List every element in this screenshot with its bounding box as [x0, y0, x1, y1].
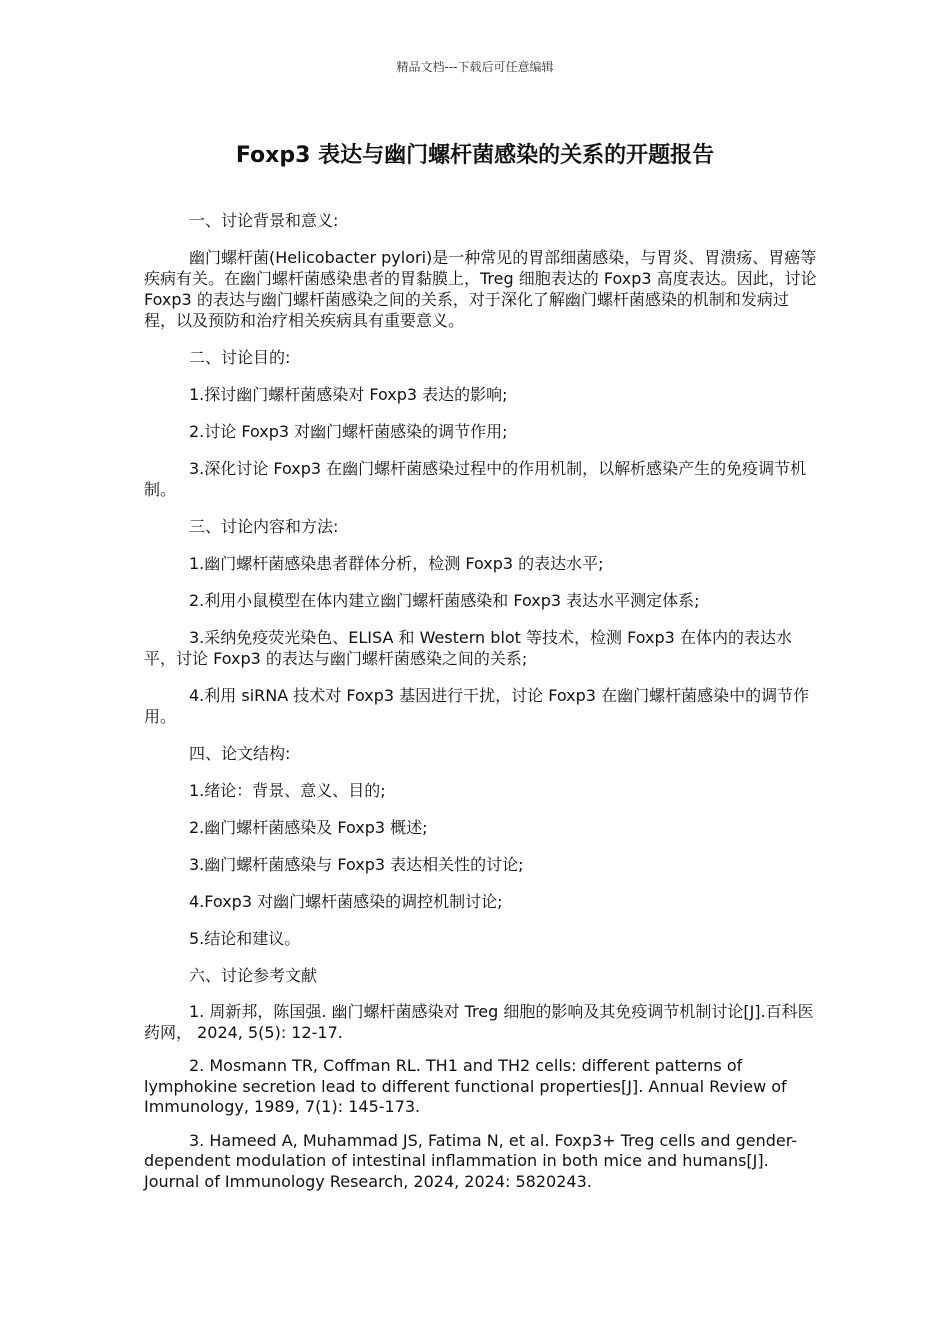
- list-item: 5.结论和建议。: [189, 929, 301, 948]
- section-heading: 一、讨论背景和意义:: [189, 211, 339, 230]
- list-item: 4.利用 siRNA 技术对 Foxp3 基因进行干扰，讨论 Foxp3 在幽门螺杆菌感染中的调节作用。: [144, 686, 810, 726]
- document-title: Foxp3 表达与幽门螺杆菌感染的关系的开题报告: [235, 143, 715, 168]
- body-paragraph: 幽门螺杆菌(Helicobacter pylori)是一种常见的胃部细菌感染，与胃炎、胃溃疡、胃癌等疾病有关。在幽门螺杆菌感染患者的胃黏膜上，Treg 细胞表达的 Foxp3 高度表达。因此，讨论 Foxp3 的表达与幽门螺杆菌感染之间的关系，对于深化了解幽门螺杆菌感染的机制和发病过程，以及预防和治疗相关疾病具有重要意义。: [144, 248, 817, 330]
- list-item: 4.Foxp3 对幽门螺杆菌感染的调控机制讨论;: [189, 892, 503, 911]
- list-item: 2.讨论 Foxp3 对幽门螺杆菌感染的调节作用;: [189, 422, 508, 441]
- section-heading: 六、讨论参考文献: [189, 966, 318, 985]
- list-item: 2.幽门螺杆菌感染及 Foxp3 概述;: [189, 818, 428, 837]
- list-item: 3.采纳免疫荧光染色、ELISA 和 Western blot 等技术，检测 Foxp3 在体内的表达水平，讨论 Foxp3 的表达与幽门螺杆菌感染之间的关系;: [144, 628, 792, 668]
- reference-item: 1. 周新邦，陈国强. 幽门螺杆菌感染对 Treg 细胞的影响及其免疫调节机制讨论[J].百科医药网， 2024, 5(5): 12-17.: [144, 1002, 814, 1042]
- list-item: 1.探讨幽门螺杆菌感染对 Foxp3 表达的影响;: [189, 385, 508, 404]
- reference-item: 3. Hameed A, Muhammad JS, Fatima N, et al. Foxp3+ Treg cells and gender-dependent modulation of intestinal inflammation in both mice and humans[J]. Journal of Immunology Research, 2024, 2024: 5820243.: [144, 1130, 798, 1191]
- list-item: 3.幽门螺杆菌感染与 Foxp3 表达相关性的讨论;: [189, 855, 524, 874]
- list-item: 1.绪论：背景、意义、目的;: [189, 781, 386, 800]
- section-heading: 二、讨论目的:: [189, 348, 291, 367]
- page-header-watermark: 精品文档---下载后可任意编辑: [396, 60, 554, 74]
- list-item: 3.深化讨论 Foxp3 在幽门螺杆菌感染过程中的作用机制，以解析感染产生的免疫调节机制。: [144, 459, 807, 499]
- section-heading: 四、论文结构:: [189, 744, 291, 763]
- list-item: 2.利用小鼠模型在体内建立幽门螺杆菌感染和 Foxp3 表达水平测定体系;: [189, 591, 700, 610]
- document-body: [144, 210, 820, 1205]
- reference-item: 2. Mosmann TR, Coffman RL. TH1 and TH2 cells: different patterns of lymphokine secretion lead to different functional properties[J]. Annual Review of Immunology, 1989, 7(1): 145-173.: [144, 1056, 787, 1116]
- list-item: 1.幽门螺杆菌感染患者群体分析，检测 Foxp3 的表达水平;: [189, 554, 604, 573]
- section-heading: 三、讨论内容和方法:: [189, 517, 339, 536]
